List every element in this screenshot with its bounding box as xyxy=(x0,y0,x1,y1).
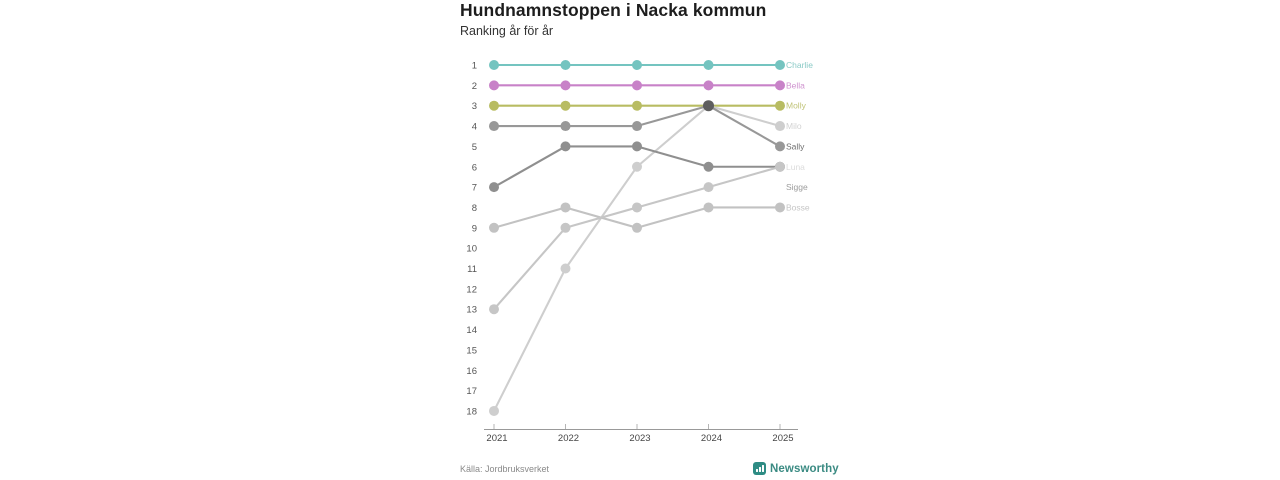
data-point xyxy=(775,202,785,212)
x-axis-year-label: 2023 xyxy=(629,433,651,444)
series-label-milo: Milo xyxy=(786,121,802,132)
rank-axis-label: 6 xyxy=(471,162,477,174)
series-label-sally: Sally xyxy=(786,141,805,152)
data-point xyxy=(561,223,571,233)
rank-axis-label: 8 xyxy=(471,202,477,214)
source-note: Källa: Jordbruksverket xyxy=(460,464,550,474)
data-point xyxy=(632,223,642,233)
series-line-milo xyxy=(494,106,780,411)
data-point xyxy=(632,141,642,151)
page-title: Hundnamnstoppen i Nacka kommun xyxy=(460,0,767,20)
rank-axis-label: 5 xyxy=(471,141,477,153)
stacked-data-point xyxy=(703,100,714,111)
rank-axis-label: 14 xyxy=(466,325,477,337)
data-point xyxy=(489,80,499,90)
data-point xyxy=(775,101,785,111)
data-point xyxy=(561,202,571,212)
data-point xyxy=(561,80,571,90)
chart-subtitle: Ranking år för år xyxy=(460,24,554,38)
data-point xyxy=(489,304,499,314)
newsworthy-logo-text: Newsworthy xyxy=(770,462,839,475)
data-point xyxy=(561,101,571,111)
data-point xyxy=(775,121,785,131)
data-point xyxy=(632,121,642,131)
rank-axis-label: 15 xyxy=(466,345,477,357)
data-point xyxy=(704,60,714,70)
data-point xyxy=(704,162,714,172)
x-axis-year-label: 2024 xyxy=(700,433,723,444)
data-point xyxy=(561,60,571,70)
x-axis-year-label: 2025 xyxy=(772,433,794,444)
rank-axis-label: 13 xyxy=(466,304,477,316)
rank-axis-label: 10 xyxy=(466,243,477,255)
x-axis-year-label: 2021 xyxy=(486,433,508,444)
data-point xyxy=(775,60,785,70)
series-line-luna xyxy=(494,167,780,309)
rank-axis-label: 17 xyxy=(466,386,477,398)
x-axis-year-label: 2022 xyxy=(557,433,580,444)
rank-axis-label: 12 xyxy=(466,284,477,296)
rank-axis-label: 9 xyxy=(471,223,477,235)
data-point xyxy=(704,202,714,212)
newsworthy-brand-link[interactable] xyxy=(753,461,839,476)
data-point xyxy=(489,101,499,111)
data-point xyxy=(632,60,642,70)
data-point xyxy=(775,141,785,151)
data-point xyxy=(632,80,642,90)
rank-axis-label: 1 xyxy=(471,60,477,72)
data-point xyxy=(489,182,499,192)
series-label-molly: Molly xyxy=(786,100,806,111)
newsworthy-logo-icon xyxy=(753,462,766,475)
data-point xyxy=(775,80,785,90)
series-label-charlie: Charlie xyxy=(786,60,813,70)
rank-axis-label: 4 xyxy=(471,121,477,133)
data-point xyxy=(632,162,642,172)
series-label-bella: Bella xyxy=(786,80,805,91)
data-point xyxy=(704,182,714,192)
series-label-luna: Luna xyxy=(786,161,805,172)
data-point xyxy=(561,121,571,131)
data-point xyxy=(632,101,642,111)
rank-axis-label: 2 xyxy=(471,80,477,92)
data-point xyxy=(561,141,571,151)
rank-axis-label: 11 xyxy=(467,264,477,275)
rank-axis-label: 7 xyxy=(471,182,477,194)
data-point xyxy=(489,223,499,233)
rank-axis-label: 3 xyxy=(471,101,477,113)
data-point xyxy=(489,406,499,416)
data-point xyxy=(489,60,499,70)
rank-axis-label: 16 xyxy=(466,365,477,377)
series-label-bosse: Bosse xyxy=(786,202,810,213)
data-point xyxy=(775,162,785,172)
data-point xyxy=(561,264,571,274)
data-point xyxy=(704,80,714,90)
data-point xyxy=(632,202,642,212)
series-label-sigge: Sigge xyxy=(786,182,808,193)
data-point xyxy=(489,121,499,131)
rank-axis-label: 18 xyxy=(466,406,477,418)
